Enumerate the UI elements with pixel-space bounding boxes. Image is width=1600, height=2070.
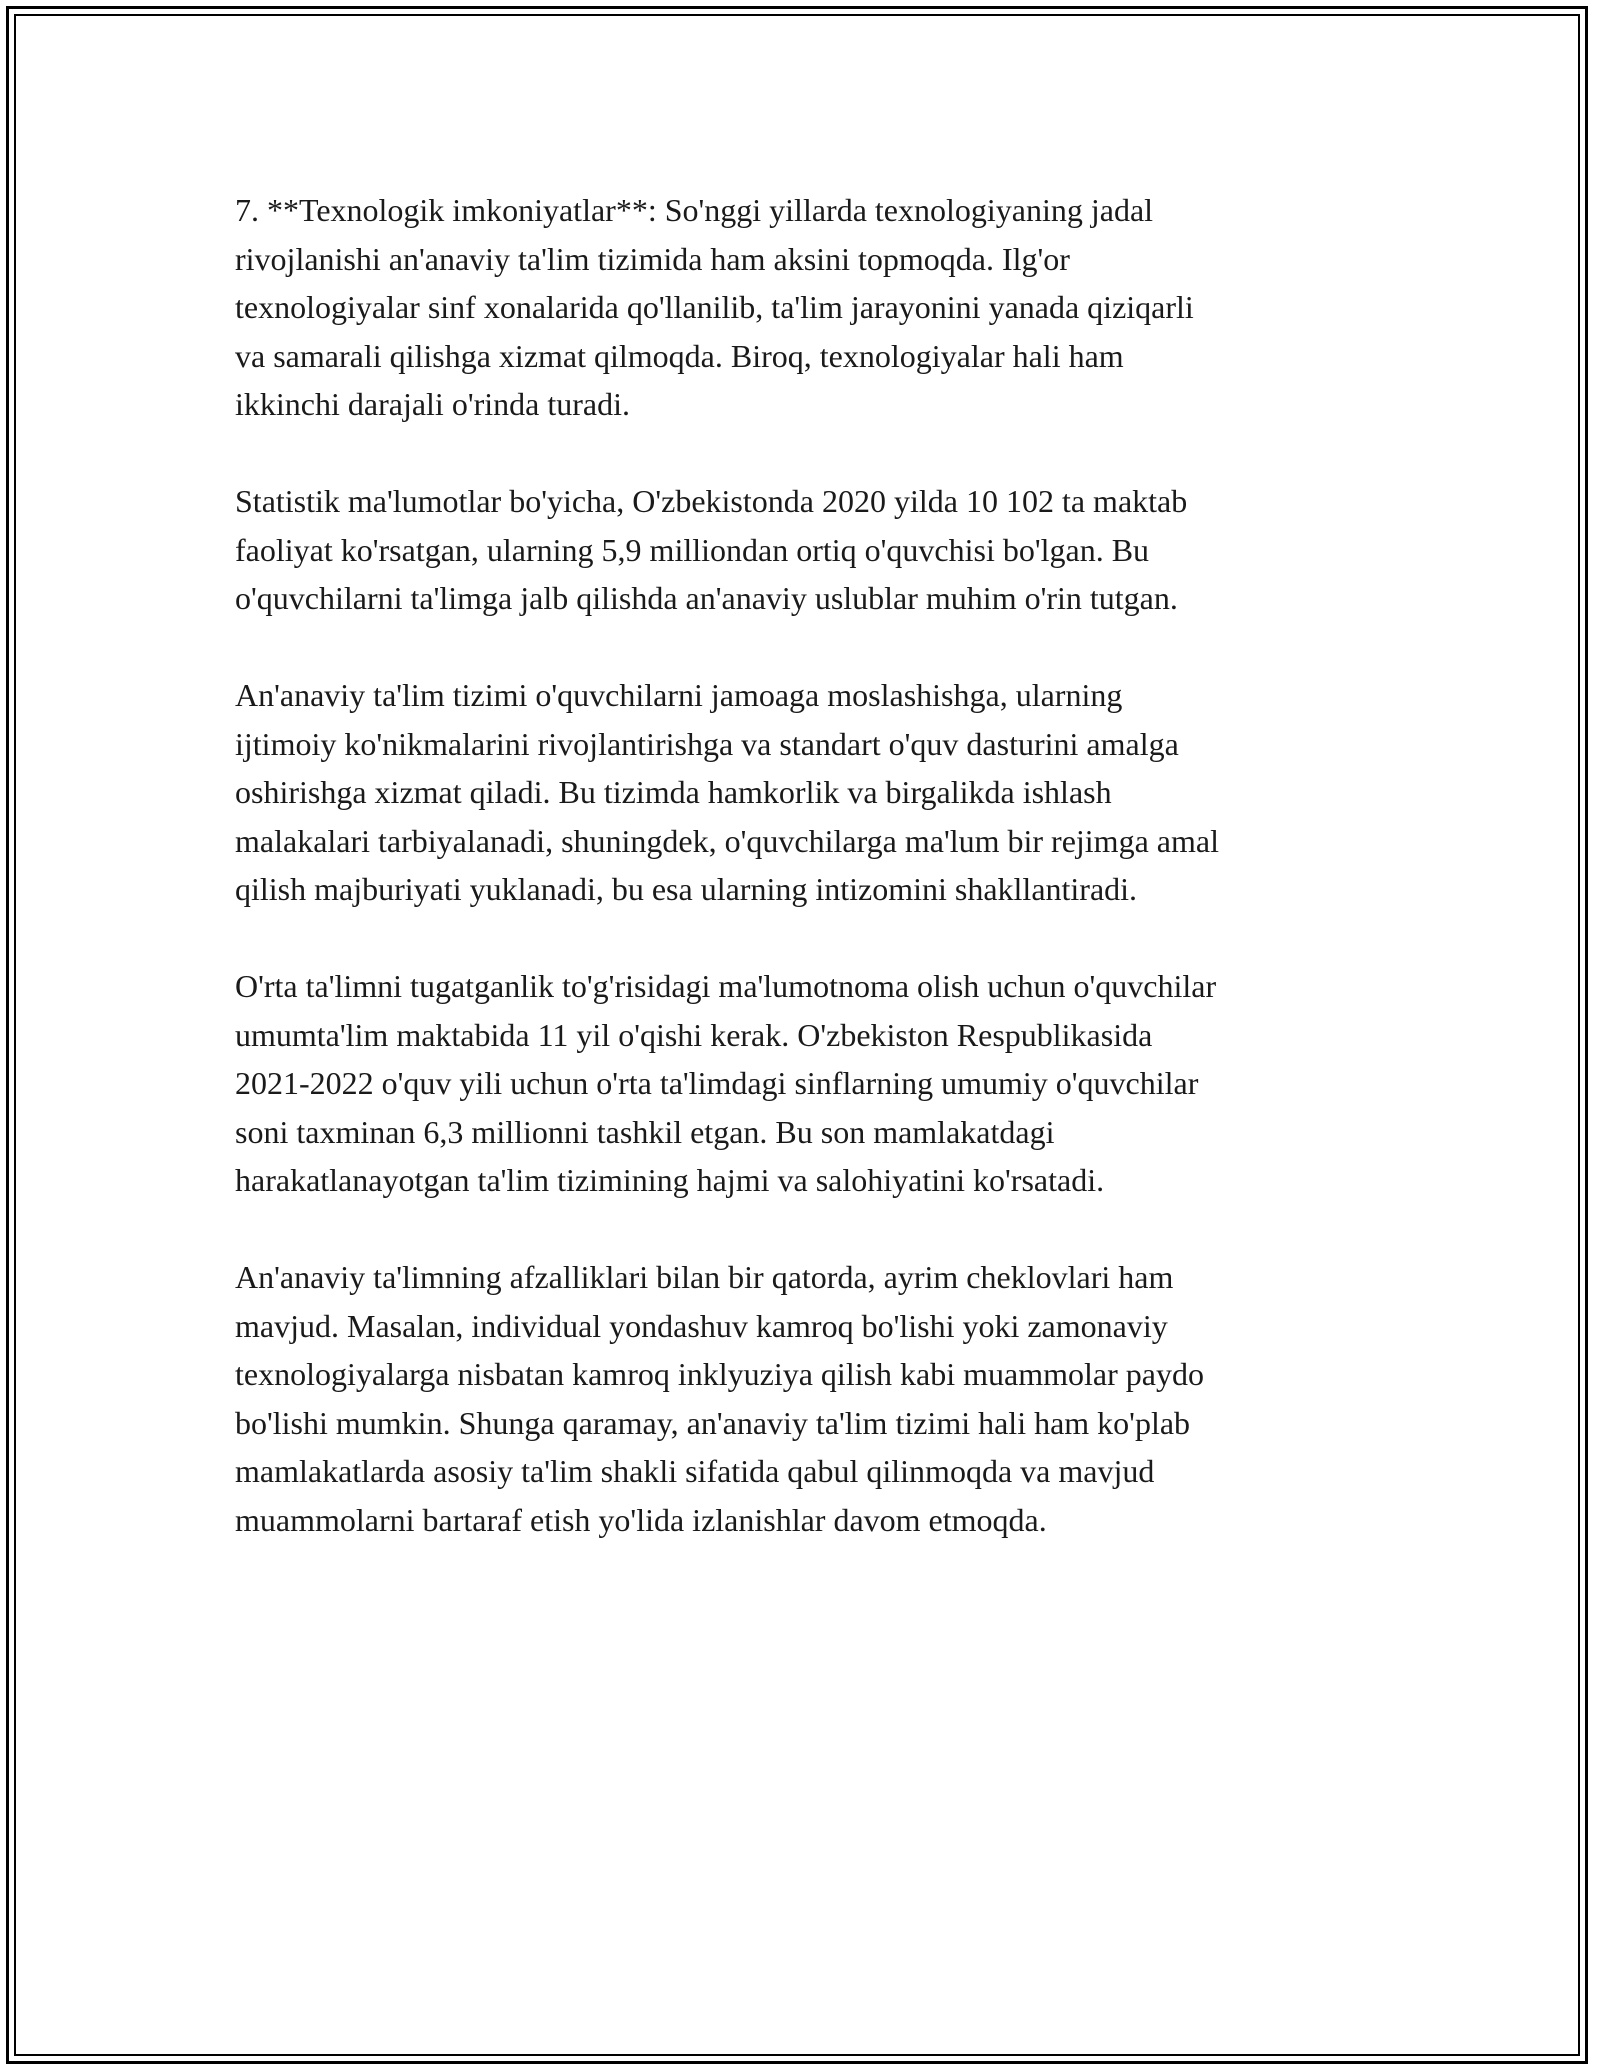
text-line: rivojlanishi an'anaviy ta'lim tizimida ham aksini topmoqda. Ilg'or	[235, 240, 1070, 277]
text-line: 2021-2022 o'quv yili uchun o'rta ta'limdagi sinflarning umumiy o'quvchilar	[235, 1065, 1199, 1101]
text-line: harakatlanayotgan ta'lim tizimining hajmi va salohiyatini ko'rsatadi.	[235, 1162, 1105, 1198]
text-line: faoliyat ko'rsatgan, ularning 5,9 milliondan ortiq o'quvchisi bo'lgan. Bu	[235, 531, 1150, 568]
text-line: ijtimoiy ko'nikmalarini rivojlantirishga va standart o'quv dasturini amalga	[235, 725, 1179, 762]
text-line: texnologiyalar sinf xonalarida qo'llanilib, ta'lim jarayonini yanada qiziqarli	[235, 289, 1194, 325]
text-line: oshirishga xizmat qiladi. Bu tizimda hamkorlik va birgalikda ishlash	[235, 774, 1112, 810]
text-line: 7. **Texnologik imkoniyatlar**: So'nggi yillarda texnologiyaning jadal	[235, 192, 1154, 228]
text-line: va samarali qilishga xizmat qilmoqda. Biroq, texnologiyalar hali ham	[235, 337, 1124, 374]
paragraph-technology	[235, 186, 1375, 429]
paragraph-statistics	[235, 477, 1375, 623]
text-line: Statistik ma'lumotlar bo'yicha, O'zbekistonda 2020 yilda 10 102 ta maktab	[235, 483, 1188, 519]
text-line: mamlakatlarda asosiy ta'lim shakli sifatida qabul qilinmoqda va mavjud	[235, 1453, 1155, 1489]
text-line: An'anaviy ta'lim tizimi o'quvchilarni jamoaga moslashishga, ularning	[235, 677, 1123, 713]
text-line: mavjud. Masalan, individual yondashuv kamroq bo'lishi yoki zamonaviy	[235, 1307, 1168, 1344]
document-body	[235, 186, 1375, 1544]
text-line: texnologiyalarga nisbatan kamroq inklyuziya qilish kabi muammolar paydo	[235, 1356, 1204, 1392]
text-line: soni taxminan 6,3 millionni tashkil etgan. Bu son mamlakatdagi	[235, 1113, 1055, 1150]
text-line: An'anaviy ta'limning afzalliklari bilan bir qatorda, ayrim cheklovlari ham	[235, 1259, 1174, 1295]
paragraph-secondary-education	[235, 962, 1375, 1205]
text-line: qilish majburiyati yuklanadi, bu esa ularning intizomini shakllantiradi.	[235, 871, 1138, 907]
text-line: ikkinchi darajali o'rinda turadi.	[235, 386, 630, 422]
text-line: muammolarni bartaraf etish yo'lida izlanishlar davom etmoqda.	[235, 1501, 1047, 1538]
text-line: O'rta ta'limni tugatganlik to'g'risidagi ma'lumotnoma olish uchun o'quvchilar	[235, 968, 1217, 1004]
paragraph-traditional-system	[235, 671, 1375, 914]
text-line: o'quvchilarni ta'limga jalb qilishda an'anaviy uslublar muhim o'rin tutgan.	[235, 580, 1178, 616]
text-line: bo'lishi mumkin. Shunga qaramay, an'anaviy ta'lim tizimi hali ham ko'plab	[235, 1404, 1191, 1441]
text-line: umumta'lim maktabida 11 yil o'qishi kerak. O'zbekiston Respublikasida	[235, 1016, 1153, 1053]
paragraph-limitations	[235, 1253, 1375, 1544]
text-line: malakalari tarbiyalanadi, shuningdek, o'quvchilarga ma'lum bir rejimga amal	[235, 822, 1219, 859]
